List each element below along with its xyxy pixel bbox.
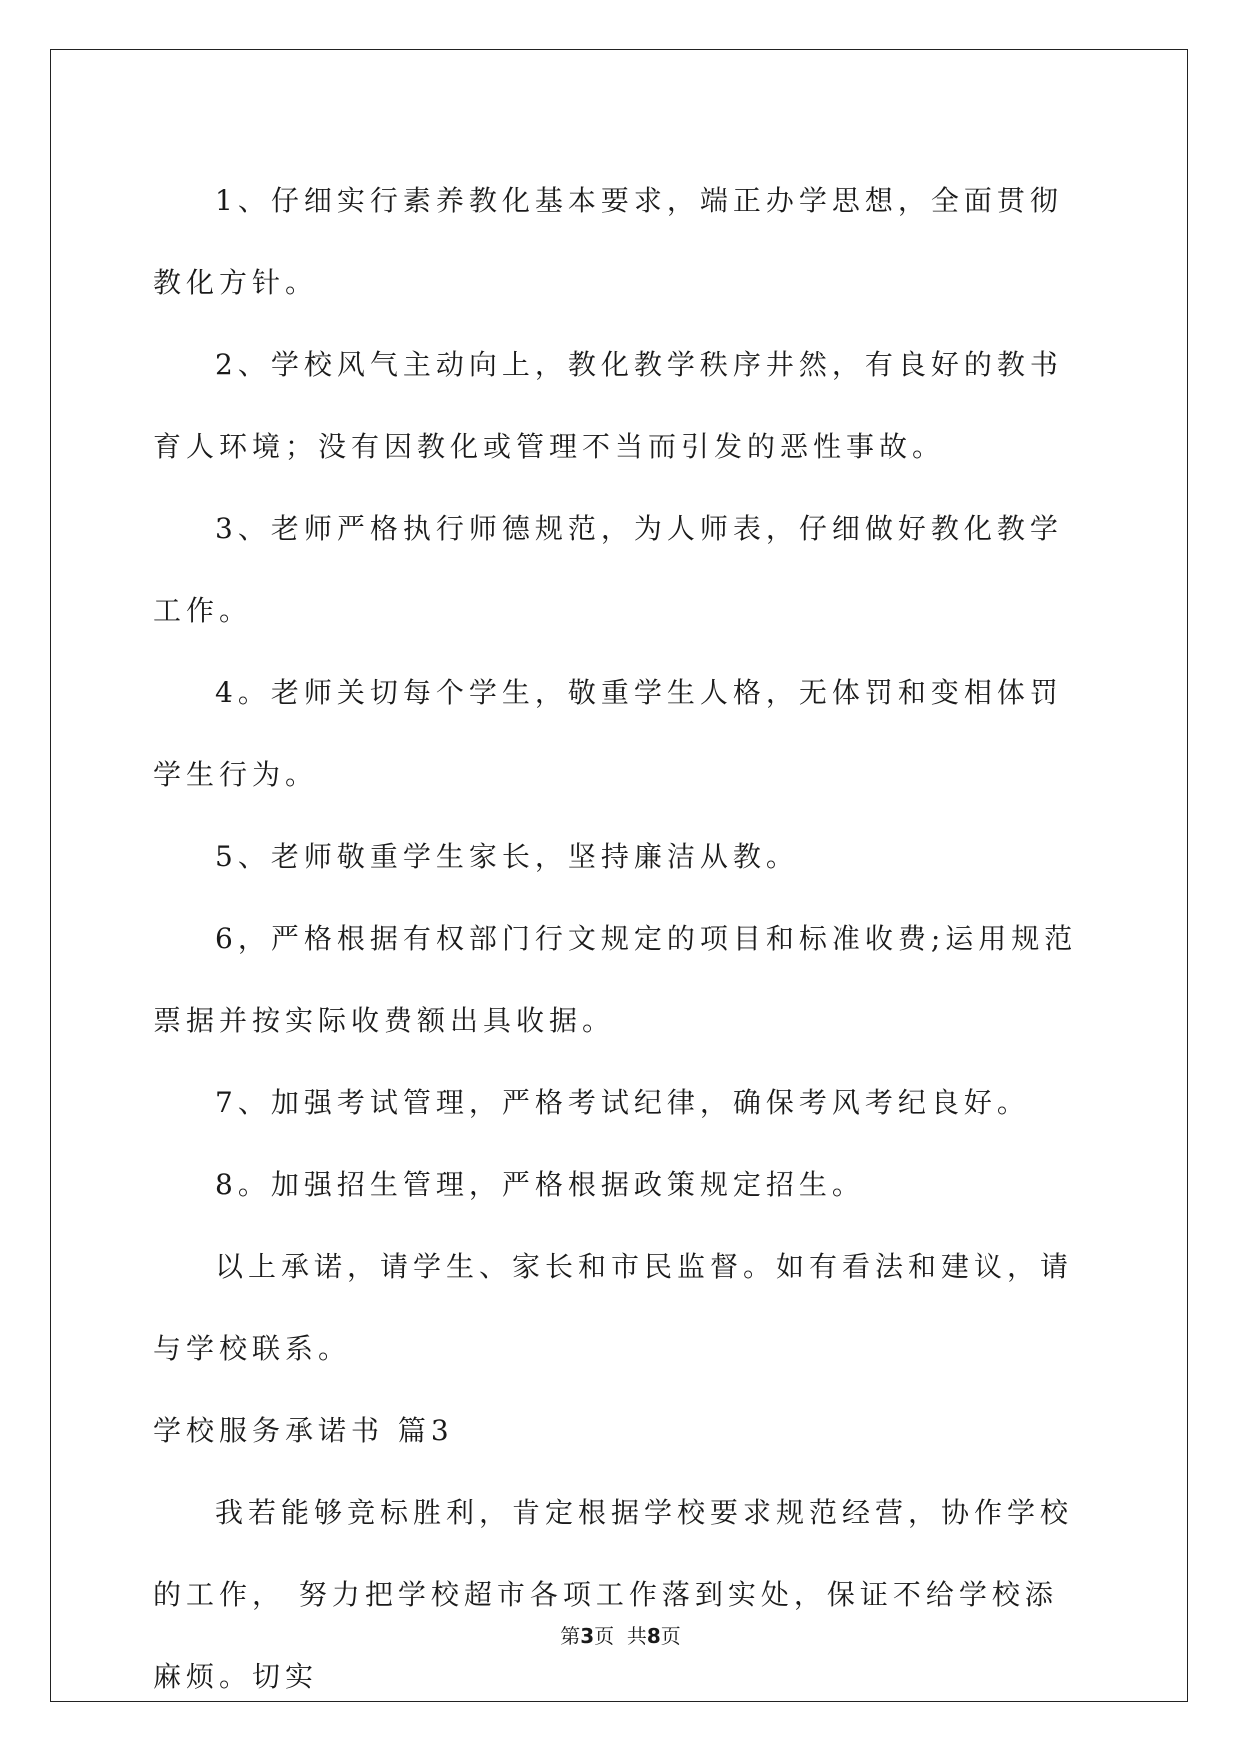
paragraph-2: 2、学校风气主动向上，教化教学秩序井然，有良好的教书育人环境；没有因教化或管理不当而引发的恶性事故。: [153, 348, 1063, 463]
footer-prefix: 第: [560, 1624, 581, 1648]
paragraph-3: 3、老师严格执行师德规范，为人师表，仔细做好教化教学工作。: [153, 512, 1063, 627]
paragraph-closing: 以上承诺，请学生、家长和市民监督。如有看法和建议，请与学校联系。: [153, 1250, 1074, 1365]
paragraph-6: 6，严格根据有权部门行文规定的项目和标准收费;运用规范票据并按实际收费额出具收据。: [153, 922, 1078, 1037]
footer-current-page: 3: [580, 1624, 595, 1648]
paragraph-1: 1、仔细实行素养教化基本要求，端正办学思想，全面贯彻教化方针。: [153, 184, 1063, 299]
footer-suffix: 页: [660, 1624, 681, 1648]
footer-middle: 页 共: [594, 1624, 647, 1648]
paragraph-7: 7、加强考试管理，严格考试纪律，确保考风考纪良好。: [215, 1086, 1030, 1119]
paragraph-4: 4。老师关切每个学生，敬重学生人格，无体罚和变相体罚学生行为。: [153, 676, 1063, 791]
paragraph-8: 8。加强招生管理，严格根据政策规定招生。: [215, 1168, 865, 1201]
page-footer: [0, 1620, 1241, 1649]
footer-total-pages: 8: [646, 1624, 661, 1648]
section-paragraph-1: 我若能够竞标胜利，肯定根据学校要求规范经营，协作学校的工作， 努力把学校超市各项工作落到实处，保证不给学校添麻烦。切实: [153, 1496, 1074, 1693]
paragraph-5: 5、老师敬重学生家长，坚持廉洁从教。: [215, 840, 799, 873]
document-body: [153, 160, 1088, 1718]
section-heading: 学校服务承诺书 篇3: [153, 1414, 454, 1447]
